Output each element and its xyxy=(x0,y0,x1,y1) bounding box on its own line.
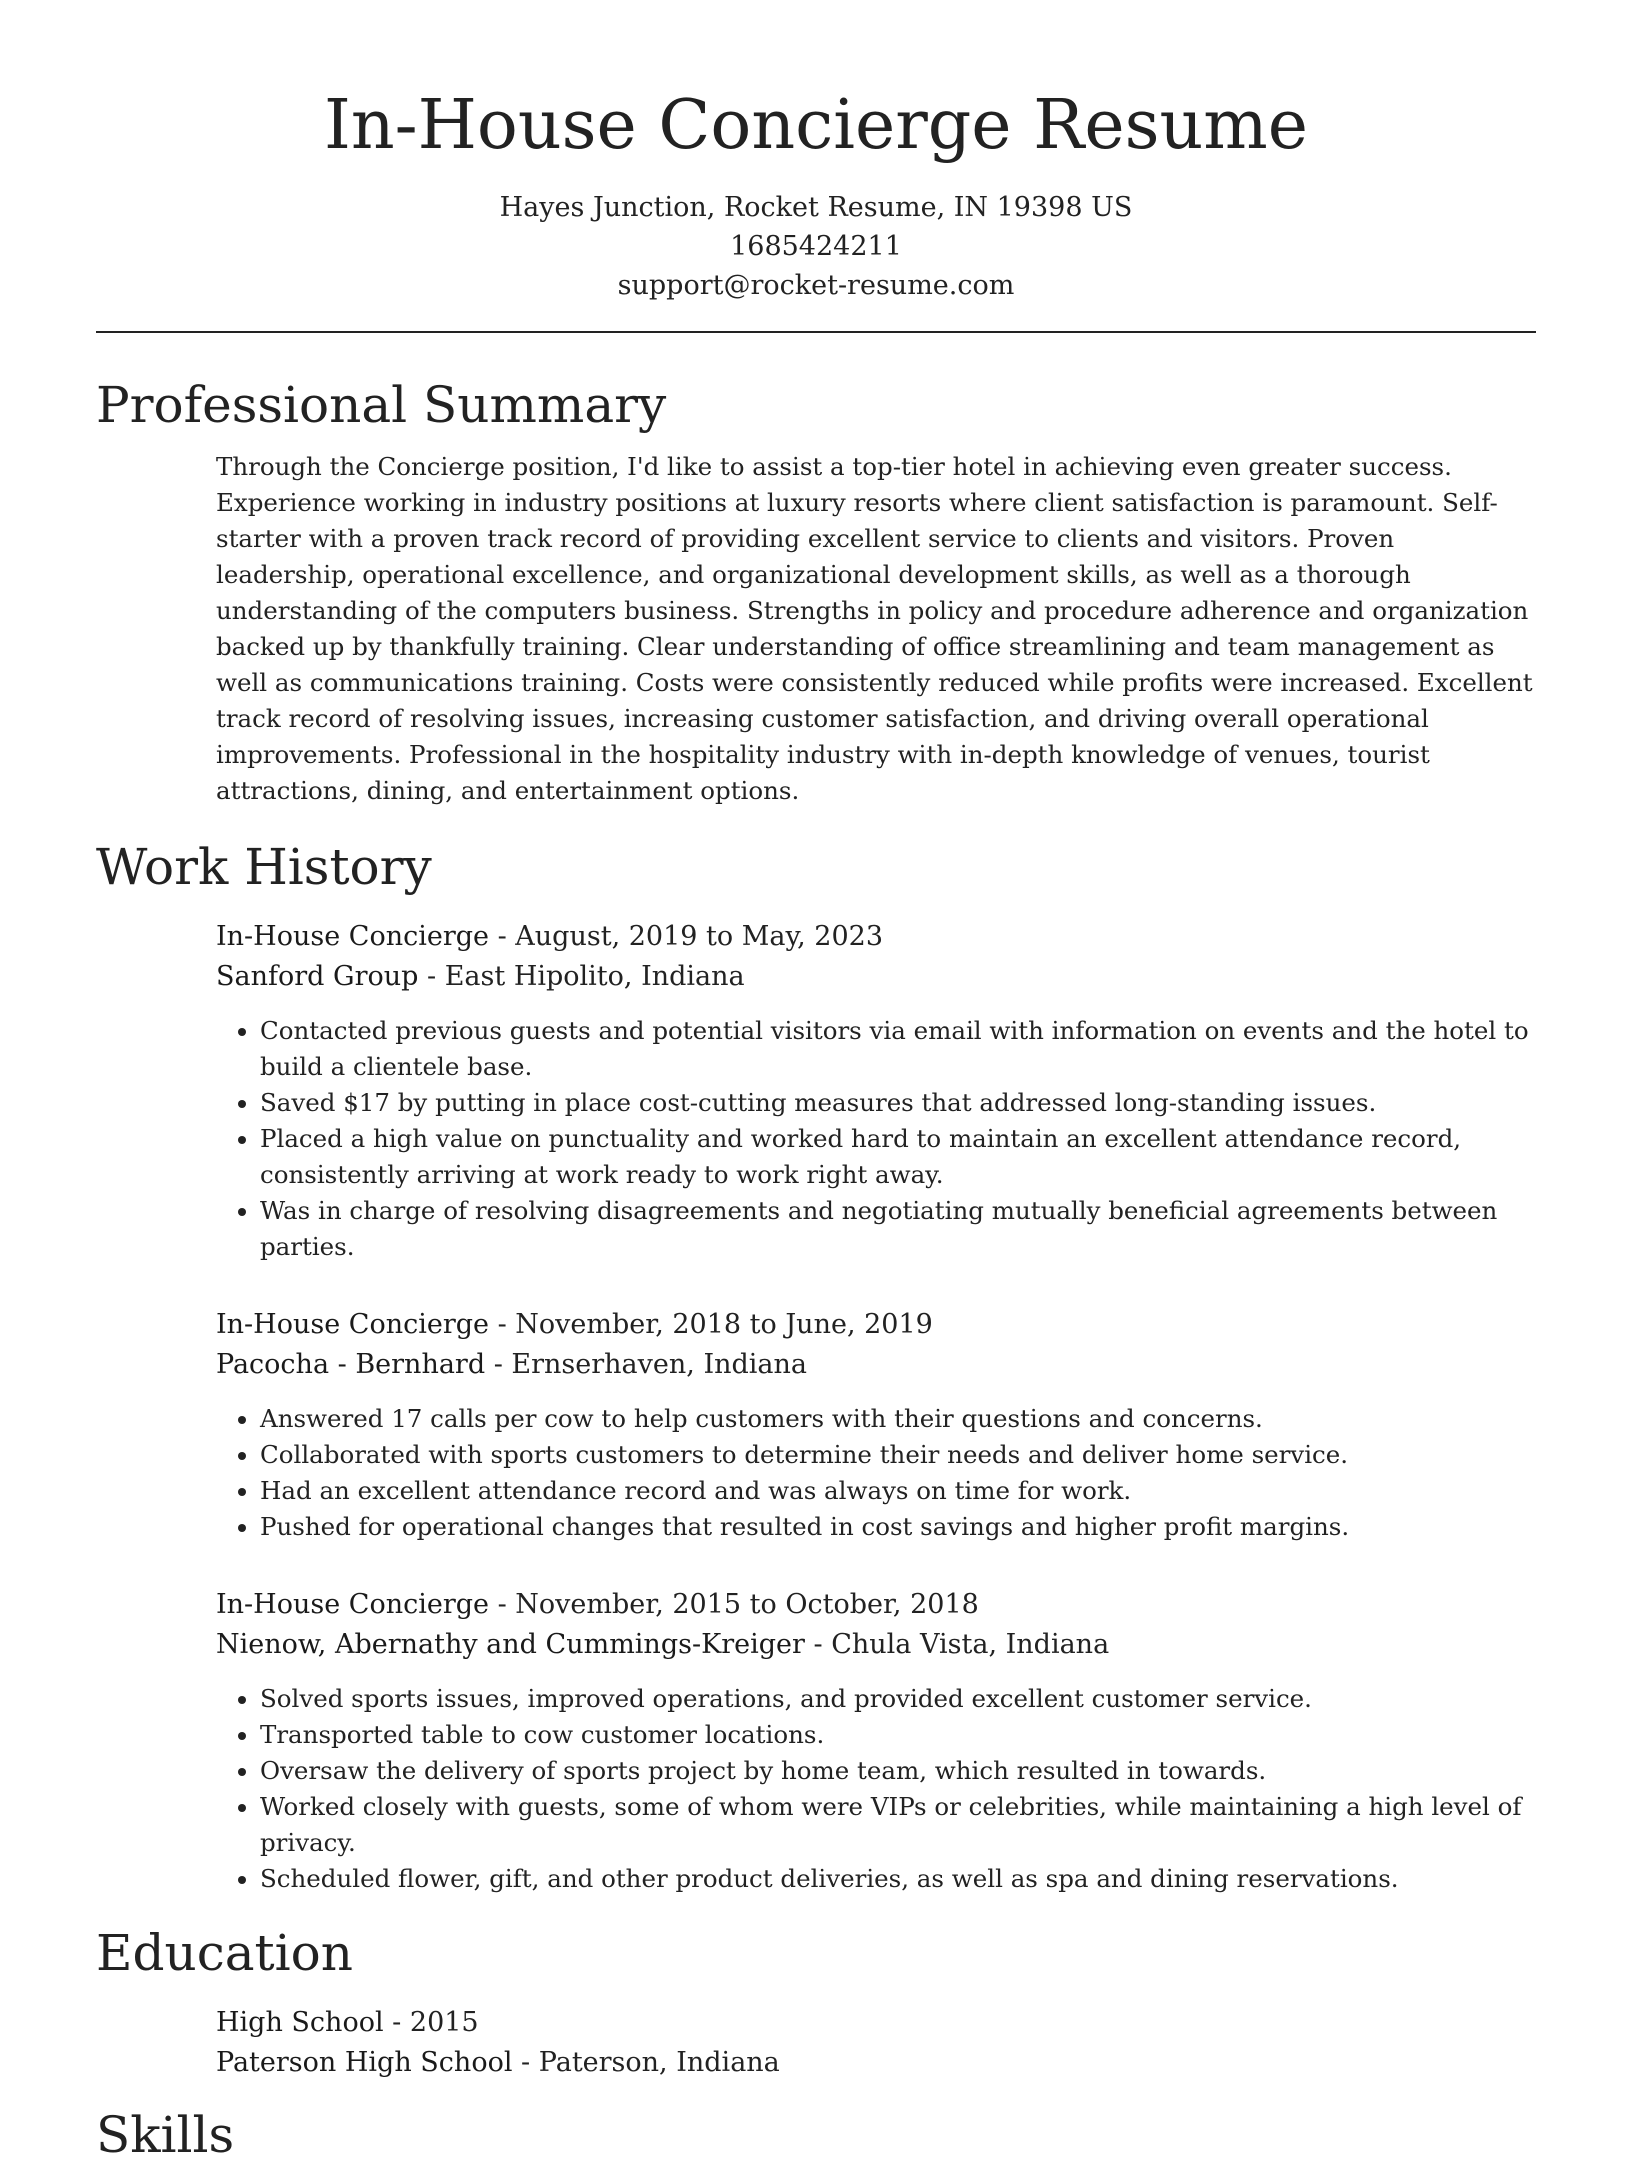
education-degree: High School xyxy=(216,2007,384,2038)
education-year: 2015 xyxy=(409,2007,479,2038)
job-bullets xyxy=(216,1013,1536,1265)
education-school: Paterson High School xyxy=(216,2047,513,2078)
job-bullet: • Transported table to cow customer locations. xyxy=(260,1717,1536,1753)
job-company-line: Nienow, Abernathy and Cummings-Kreiger - Chula Vista, Indiana xyxy=(216,1629,1110,1660)
job-bullet: • Pushed for operational changes that resulted in cost savings and higher profit margins. xyxy=(260,1509,1536,1545)
job-title: In-House Concierge xyxy=(216,1309,489,1340)
contact-address: Hayes Junction, Rocket Resume, IN 19398 US xyxy=(499,192,1133,223)
job-bullet: • Oversaw the delivery of sports project by home team, which resulted in towards. xyxy=(260,1753,1536,1789)
summary-heading: Professional Summary xyxy=(96,376,667,434)
job-bullet: • Solved sports issues, improved operations, and provided excellent customer service. xyxy=(260,1681,1536,1717)
work-history-heading: Work History xyxy=(96,838,432,896)
job-bullet: • Saved $17 by putting in place cost-cutting measures that addressed long-standing issues. xyxy=(260,1085,1536,1121)
job-location: Ernserhaven, Indiana xyxy=(511,1349,807,1380)
education-location: Paterson, Indiana xyxy=(538,2047,780,2078)
job-dates: August, 2019 to May, 2023 xyxy=(515,921,884,952)
resume-title: In-House Concierge Resume xyxy=(323,86,1308,165)
education-degree-line: High School - 2015 xyxy=(216,2007,479,2038)
job-dates: November, 2015 to October, 2018 xyxy=(515,1589,979,1620)
education-entry xyxy=(216,2003,1536,2083)
job-entry xyxy=(216,1585,1536,1897)
job-bullets xyxy=(216,1401,1536,1545)
job-bullet: • Collaborated with sports customers to determine their needs and deliver home service. xyxy=(260,1437,1536,1473)
job-bullets xyxy=(216,1681,1536,1897)
job-title-line: In-House Concierge - August, 2019 to May, 2023 xyxy=(216,921,884,952)
job-bullet: • Answered 17 calls per cow to help customers with their questions and concerns. xyxy=(260,1401,1536,1437)
job-bullet: • Was in charge of resolving disagreements and negotiating mutually beneficial agreements between parties. xyxy=(260,1193,1536,1265)
contact-phone: 1685424211 xyxy=(730,231,902,262)
job-title: In-House Concierge xyxy=(216,921,489,952)
job-company-line: Sanford Group - East Hipolito, Indiana xyxy=(216,961,745,992)
job-company: Pacocha - Bernhard xyxy=(216,1349,486,1380)
header-divider xyxy=(96,331,1536,333)
job-title: In-House Concierge xyxy=(216,1589,489,1620)
job-location: East Hipolito, Indiana xyxy=(444,961,745,992)
job-bullet: • Worked closely with guests, some of whom were VIPs or celebrities, while maintaining a high level of privacy. xyxy=(260,1789,1536,1861)
job-company-line: Pacocha - Bernhard - Ernserhaven, Indiana xyxy=(216,1349,807,1380)
contact-block xyxy=(96,188,1536,305)
job-bullet: • Had an excellent attendance record and was always on time for work. xyxy=(260,1473,1536,1509)
education-heading: Education xyxy=(96,1924,353,1982)
job-dates: November, 2018 to June, 2019 xyxy=(515,1309,933,1340)
job-bullet: • Scheduled flower, gift, and other product deliveries, as well as spa and dining reservations. xyxy=(260,1861,1536,1897)
skills-heading: Skills xyxy=(96,2106,235,2164)
job-bullet: • Placed a high value on punctuality and worked hard to maintain an excellent attendance record, consistently arriving at work ready to work right away. xyxy=(260,1121,1536,1193)
contact-email: support@rocket-resume.com xyxy=(617,270,1015,301)
job-title-line: In-House Concierge - November, 2015 to October, 2018 xyxy=(216,1589,979,1620)
job-entry xyxy=(216,1305,1536,1545)
job-company: Sanford Group xyxy=(216,961,419,992)
job-entry xyxy=(216,917,1536,1265)
job-company: Nienow, Abernathy and Cummings-Kreiger xyxy=(216,1629,805,1660)
job-title-line: In-House Concierge - November, 2018 to June, 2019 xyxy=(216,1309,933,1340)
summary-text: Through the Concierge position, I'd like to assist a top-tier hotel in achieving even greater success. Experience working in industry positions at luxury resorts where client satisfaction is paramount. Self-starter with a proven track record of providing excellent service to clients and visitors. Proven leadership, operational excellence, and organizational development skills, as well as a thorough understanding of the computers business. Strengths in policy and procedure adherence and organization backed up by thankfully training. Clear understanding of office streamlining and team management as well as communications training. Costs were consistently reduced while profits were increased. Excellent track record of resolving issues, increasing customer satisfaction, and driving overall operational improvements. Professional in the hospitality industry with in-depth knowledge of venues, tourist attractions, dining, and entertainment options. xyxy=(216,452,1533,805)
job-bullet: • Contacted previous guests and potential visitors via email with information on events and the hotel to build a clientele base. xyxy=(260,1013,1536,1085)
job-location: Chula Vista, Indiana xyxy=(831,1629,1110,1660)
education-school-line: Paterson High School - Paterson, Indiana xyxy=(216,2047,780,2078)
